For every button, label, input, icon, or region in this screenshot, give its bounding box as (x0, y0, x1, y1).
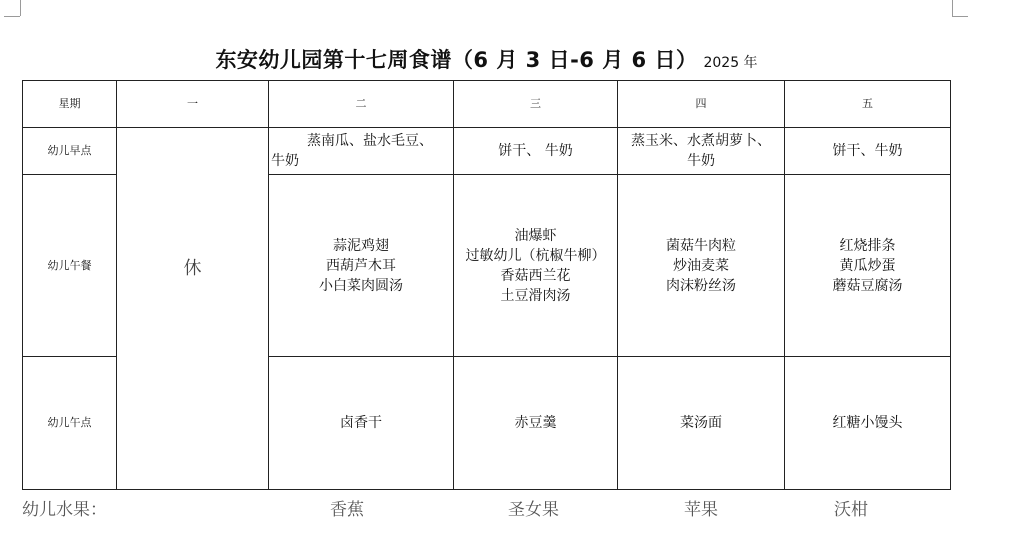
monday-rest: 休 (183, 257, 202, 279)
lunch-wed-dish: 土豆滑肉汤 (500, 287, 571, 304)
breakfast-wed: 饼干、 牛奶 (454, 128, 618, 175)
header-day-wed: 三 (454, 81, 618, 128)
header-day-thu: 四 (618, 81, 785, 128)
lunch-tue-dish: 西葫芦木耳 (326, 257, 396, 274)
document-title (0, 44, 973, 74)
lunch-tue-dish: 蒜泥鸡翅 (333, 237, 389, 254)
lunch-thu-dish: 炒油麦菜 (673, 257, 729, 274)
header-row (23, 81, 951, 128)
lunch-wed-dish: 油爆虾 (514, 227, 557, 244)
header-day-tue: 二 (269, 81, 454, 128)
breakfast-tue-line: 牛奶 (271, 153, 299, 169)
lunch-tue-dish: 小白菜肉圆汤 (319, 277, 403, 294)
row-label-snack: 幼儿午点 (23, 357, 117, 490)
fruit-fri: 沃柑 (834, 500, 868, 520)
lunch-thu-dish: 肉沫粉丝汤 (666, 277, 736, 294)
breakfast-thu (618, 128, 785, 175)
snack-tue: 卤香干 (269, 357, 454, 490)
fruit-thu: 苹果 (684, 500, 718, 520)
lunch-fri-dish: 蘑菇豆腐汤 (832, 277, 903, 294)
lunch-fri (785, 175, 951, 357)
header-weekday-label: 星期 (23, 81, 117, 128)
breakfast-tue-line: 蒸南瓜、盐水毛豆、 (307, 133, 433, 149)
breakfast-fri: 饼干、牛奶 (785, 128, 951, 175)
lunch-wed-dish: 香菇西兰花 (500, 267, 571, 284)
header-day-mon: 一 (117, 81, 269, 128)
title-year: 2025 年 (703, 55, 758, 71)
lunch-thu-dish: 菌菇牛肉粒 (666, 237, 736, 254)
lunch-wed-dish: 过敏幼儿（杭椒牛柳） (465, 247, 606, 264)
lunch-fri-dish: 红烧排条 (839, 237, 896, 254)
breakfast-tue (269, 128, 454, 175)
snack-wed: 赤豆羹 (454, 357, 618, 490)
snack-thu: 菜汤面 (618, 357, 785, 490)
breakfast-row (23, 128, 951, 175)
title-main: 东安幼儿园第十七周食谱（6 月 3 日-6 月 6 日） (215, 48, 698, 72)
lunch-tue (269, 175, 454, 357)
menu-table (22, 80, 951, 490)
monday-rest-cell (117, 128, 269, 490)
fruit-tue: 香蕉 (330, 500, 364, 520)
fruit-label: 幼儿水果： (22, 500, 107, 520)
header-day-fri: 五 (785, 81, 951, 128)
row-label-breakfast: 幼儿早点 (23, 128, 117, 175)
crop-mark (4, 16, 20, 17)
crop-mark (952, 16, 968, 17)
lunch-fri-dish: 黄瓜炒蛋 (839, 257, 896, 274)
crop-mark (20, 0, 21, 16)
fruit-wed: 圣女果 (508, 500, 559, 520)
row-label-lunch: 幼儿午餐 (23, 175, 117, 357)
crop-mark (952, 0, 953, 16)
snack-fri: 红糖小馒头 (785, 357, 951, 490)
lunch-thu (618, 175, 785, 357)
breakfast-thu-line: 蒸玉米、水煮胡萝卜、 (631, 133, 771, 149)
breakfast-thu-line: 牛奶 (687, 153, 715, 169)
lunch-wed (454, 175, 618, 357)
